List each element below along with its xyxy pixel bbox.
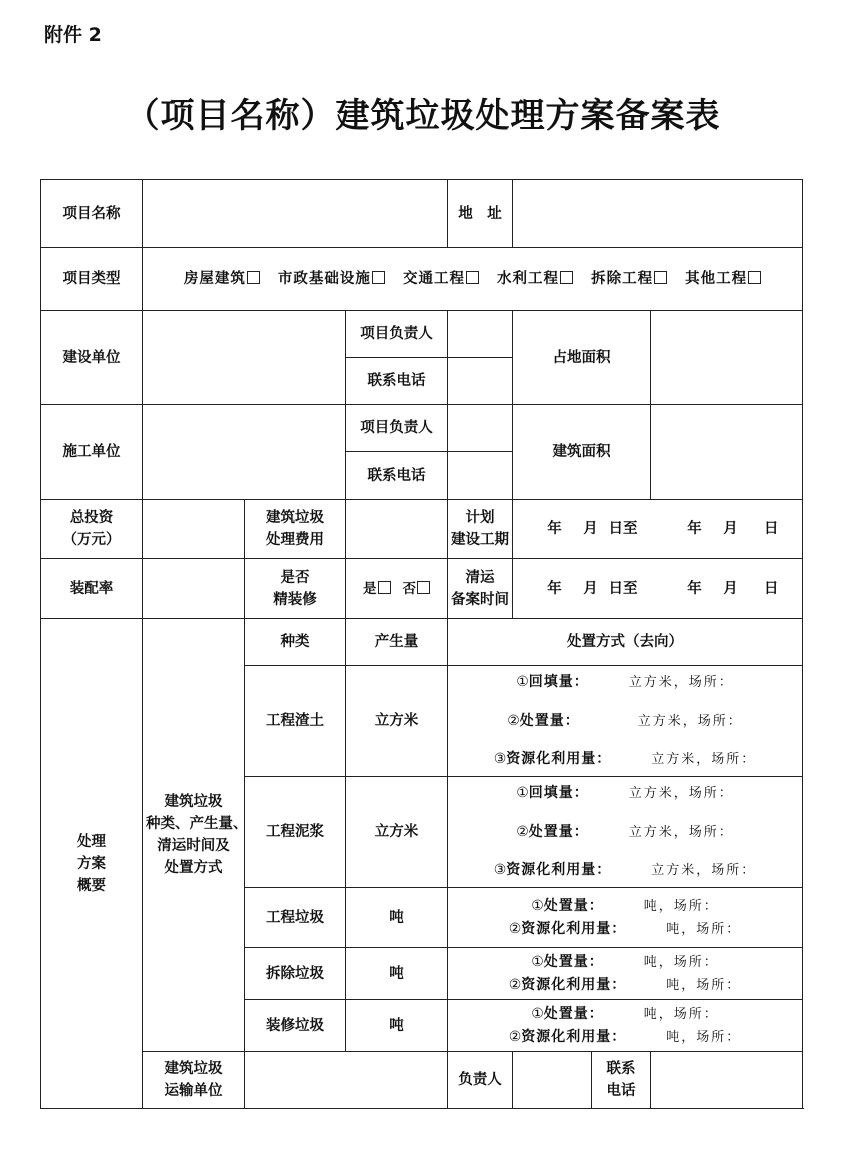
yes-label: 是 (363, 580, 377, 597)
no-label: 否 (402, 580, 416, 597)
project-type-label: 项目类型 (41, 248, 143, 311)
line-number: ③ (493, 862, 507, 878)
date-month: 月 (583, 520, 598, 537)
contractor-pic-label: 项目负责人 (346, 405, 448, 452)
disposal-cost-field[interactable] (346, 500, 448, 559)
contact-line1: 联系 (606, 1061, 636, 1077)
plan-summary-line1: 处理 (77, 833, 106, 850)
filing-time-line2: 备案时间 (451, 591, 510, 608)
waste-unit: 吨 (389, 964, 404, 982)
filing-time-field[interactable] (513, 559, 803, 619)
line-label: 回填量： (528, 785, 589, 801)
type-checkbox[interactable] (372, 271, 385, 284)
type-checkbox[interactable] (247, 271, 260, 284)
line-tail: 吨，场所： (643, 954, 719, 970)
row-waste-header (41, 619, 803, 666)
transport-line1: 建筑垃圾 (164, 1061, 223, 1077)
waste-amount-field[interactable] (346, 948, 448, 1000)
line-number: ② (508, 1028, 522, 1045)
waste-type-name: 工程泥浆 (245, 777, 346, 888)
total-investment-label (41, 500, 143, 559)
total-investment-field[interactable] (143, 500, 245, 559)
row-project-type (41, 248, 803, 311)
waste-disposal-field[interactable] (448, 777, 803, 888)
line-number: ② (507, 712, 520, 729)
disposal-cost-label (245, 500, 346, 559)
waste-type-name: 装修垃圾 (245, 1000, 346, 1052)
builder-phone-field[interactable] (448, 358, 513, 405)
construction-period-label (448, 500, 513, 559)
date-year: 年 (687, 579, 702, 597)
col-type-header: 种类 (245, 619, 346, 666)
type-option-label: 拆除工程 (591, 270, 654, 287)
contractor-phone-label: 联系电话 (346, 452, 448, 500)
line-number: ① (516, 674, 529, 690)
line-tail: 吨，场所： (643, 898, 719, 914)
page-title: （项目名称）建筑垃圾处理方案备案表 (125, 96, 721, 136)
builder-field[interactable] (143, 311, 346, 405)
col-amount-header: 产生量 (346, 619, 448, 666)
date-day-to: 日至 (608, 520, 638, 537)
type-option-label: 其他工程 (685, 270, 748, 287)
builder-label: 建设单位 (41, 311, 143, 405)
type-checkbox[interactable] (560, 271, 573, 284)
contractor-field[interactable] (143, 405, 346, 500)
line-tail: 吨，场所： (666, 977, 742, 993)
date-day: 日 (764, 579, 779, 597)
type-option-label: 房屋建筑 (183, 270, 246, 287)
date-day-to: 日至 (608, 579, 638, 597)
line-number: ① (516, 785, 529, 801)
line-number: ① (531, 897, 544, 914)
date-month: 月 (583, 579, 598, 597)
land-area-field[interactable] (651, 311, 803, 405)
waste-amount-field[interactable] (346, 1000, 448, 1052)
date-year: 年 (547, 579, 562, 597)
plan-summary-label (41, 619, 143, 1109)
col-disposal-header: 处置方式（去向） (448, 619, 803, 666)
type-checkbox[interactable] (654, 271, 667, 284)
waste-type-name: 工程渣土 (245, 666, 346, 777)
line-tail: 立方米，场所： (651, 863, 757, 878)
prefab-rate-label: 装配率 (41, 559, 143, 619)
contact-phone-field[interactable] (651, 1052, 803, 1109)
filing-time-label (448, 559, 513, 619)
filing-form-table (40, 179, 803, 1109)
type-option-label: 水利工程 (497, 270, 560, 287)
plan-summary-line2: 方案 (77, 855, 106, 872)
waste-desc-line2: 种类、产生量、 (146, 816, 248, 832)
fine-decoration-line2: 精装修 (273, 591, 317, 608)
line-number: ② (508, 920, 522, 937)
row-project-name (41, 180, 803, 248)
waste-disposal-field[interactable] (448, 1000, 803, 1052)
row-prefab (41, 559, 803, 619)
contractor-phone-field[interactable] (448, 452, 513, 500)
contractor-label: 施工单位 (41, 405, 143, 500)
transport-line2: 运输单位 (164, 1083, 223, 1099)
transport-unit-label (143, 1052, 245, 1109)
building-area-label: 建筑面积 (513, 405, 651, 500)
waste-desc-line1: 建筑垃圾 (164, 794, 223, 810)
attachment-label: 附件 2 (44, 24, 102, 46)
waste-disposal-field[interactable] (448, 948, 803, 1000)
contact-line2: 电话 (606, 1083, 636, 1099)
date-month: 月 (723, 579, 738, 597)
total-investment-line1: 总投资 (69, 510, 114, 526)
date-year: 年 (687, 520, 702, 537)
line-number: ③ (493, 751, 507, 767)
line-tail: 吨，场所： (643, 1006, 719, 1022)
waste-disposal-field[interactable] (448, 666, 803, 777)
line-label: 资源化利用量： (521, 1028, 627, 1045)
line-tail: 立方米，场所： (651, 752, 757, 767)
row-builder-1 (41, 311, 803, 358)
land-area-label: 占地面积 (513, 311, 651, 405)
waste-unit: 立方米 (374, 712, 419, 729)
disposal-cost-line2: 处理费用 (266, 532, 324, 548)
row-investment (41, 500, 803, 559)
line-tail: 立方米，场所： (637, 713, 743, 729)
responsible-field[interactable] (513, 1052, 592, 1109)
type-checkbox[interactable] (748, 271, 761, 284)
date-month: 月 (723, 520, 738, 537)
contact-phone-label (592, 1052, 651, 1109)
line-number: ② (508, 976, 522, 993)
builder-pic-label: 项目负责人 (346, 311, 448, 358)
line-label: 回填量： (528, 674, 589, 690)
address-field[interactable] (513, 180, 803, 248)
date-day: 日 (764, 520, 779, 537)
waste-unit: 立方米 (374, 823, 419, 840)
waste-amount-field[interactable] (346, 888, 448, 948)
line-number: ① (531, 1005, 544, 1022)
prefab-rate-field[interactable] (143, 559, 245, 619)
builder-pic-field[interactable] (448, 311, 513, 358)
waste-unit: 吨 (389, 908, 404, 926)
line-tail: 立方米，场所： (628, 824, 734, 840)
total-investment-line2: （万元） (62, 532, 121, 548)
fine-decoration-line1: 是否 (280, 569, 310, 586)
plan-summary-line3: 概要 (77, 877, 106, 894)
waste-disposal-field[interactable] (448, 888, 803, 948)
project-name-label: 项目名称 (41, 180, 143, 248)
row-contractor-1 (41, 405, 803, 452)
type-option-label: 交通工程 (402, 270, 465, 287)
row-transport (41, 1052, 803, 1109)
line-tail: 吨，场所： (666, 921, 742, 937)
responsible-label: 负责人 (448, 1052, 513, 1109)
construction-period-field[interactable] (513, 500, 803, 559)
date-year: 年 (547, 520, 562, 537)
waste-type-name: 工程垃圾 (245, 888, 346, 948)
waste-desc-line3: 清运时间及 (157, 838, 230, 854)
contractor-pic-field[interactable] (448, 405, 513, 452)
waste-amount-field[interactable] (346, 777, 448, 888)
type-option-label: 市政基础设施 (277, 270, 371, 287)
waste-amount-field[interactable] (346, 666, 448, 777)
disposal-cost-line1: 建筑垃圾 (266, 510, 324, 526)
project-name-field[interactable] (143, 180, 448, 248)
line-label: 资源化利用量： (506, 751, 612, 767)
type-checkbox[interactable] (466, 271, 479, 284)
builder-phone-label: 联系电话 (346, 358, 448, 405)
fine-decoration-options (346, 559, 448, 619)
waste-description-label (143, 619, 248, 1052)
line-tail: 立方米，场所： (628, 675, 734, 690)
waste-desc-line4: 处置方式 (164, 860, 223, 876)
line-number: ② (516, 823, 529, 840)
transport-unit-field[interactable] (245, 1052, 448, 1109)
address-label: 地 址 (448, 180, 513, 248)
waste-type-name: 拆除垃圾 (245, 948, 346, 1000)
line-label: 资源化利用量： (521, 976, 627, 993)
line-label: 处置量： (543, 1005, 604, 1022)
yes-checkbox[interactable] (378, 581, 391, 594)
line-number: ① (531, 953, 544, 970)
filing-time-line1: 清运 (465, 569, 495, 586)
line-label: 处置量： (543, 953, 604, 970)
construction-period-line2: 建设工期 (451, 532, 510, 548)
line-label: 资源化利用量： (506, 862, 612, 878)
line-label: 资源化利用量： (521, 920, 627, 937)
line-label: 处置量： (528, 823, 589, 840)
fine-decoration-label (245, 559, 346, 619)
waste-unit: 吨 (389, 1016, 404, 1034)
construction-period-line1: 计划 (465, 510, 495, 526)
building-area-field[interactable] (651, 405, 803, 500)
line-tail: 吨，场所： (666, 1029, 742, 1045)
line-label: 处置量： (519, 712, 580, 729)
project-type-options (143, 248, 803, 311)
line-label: 处置量： (543, 897, 604, 914)
line-tail: 立方米，场所： (628, 786, 734, 801)
no-checkbox[interactable] (417, 581, 430, 594)
